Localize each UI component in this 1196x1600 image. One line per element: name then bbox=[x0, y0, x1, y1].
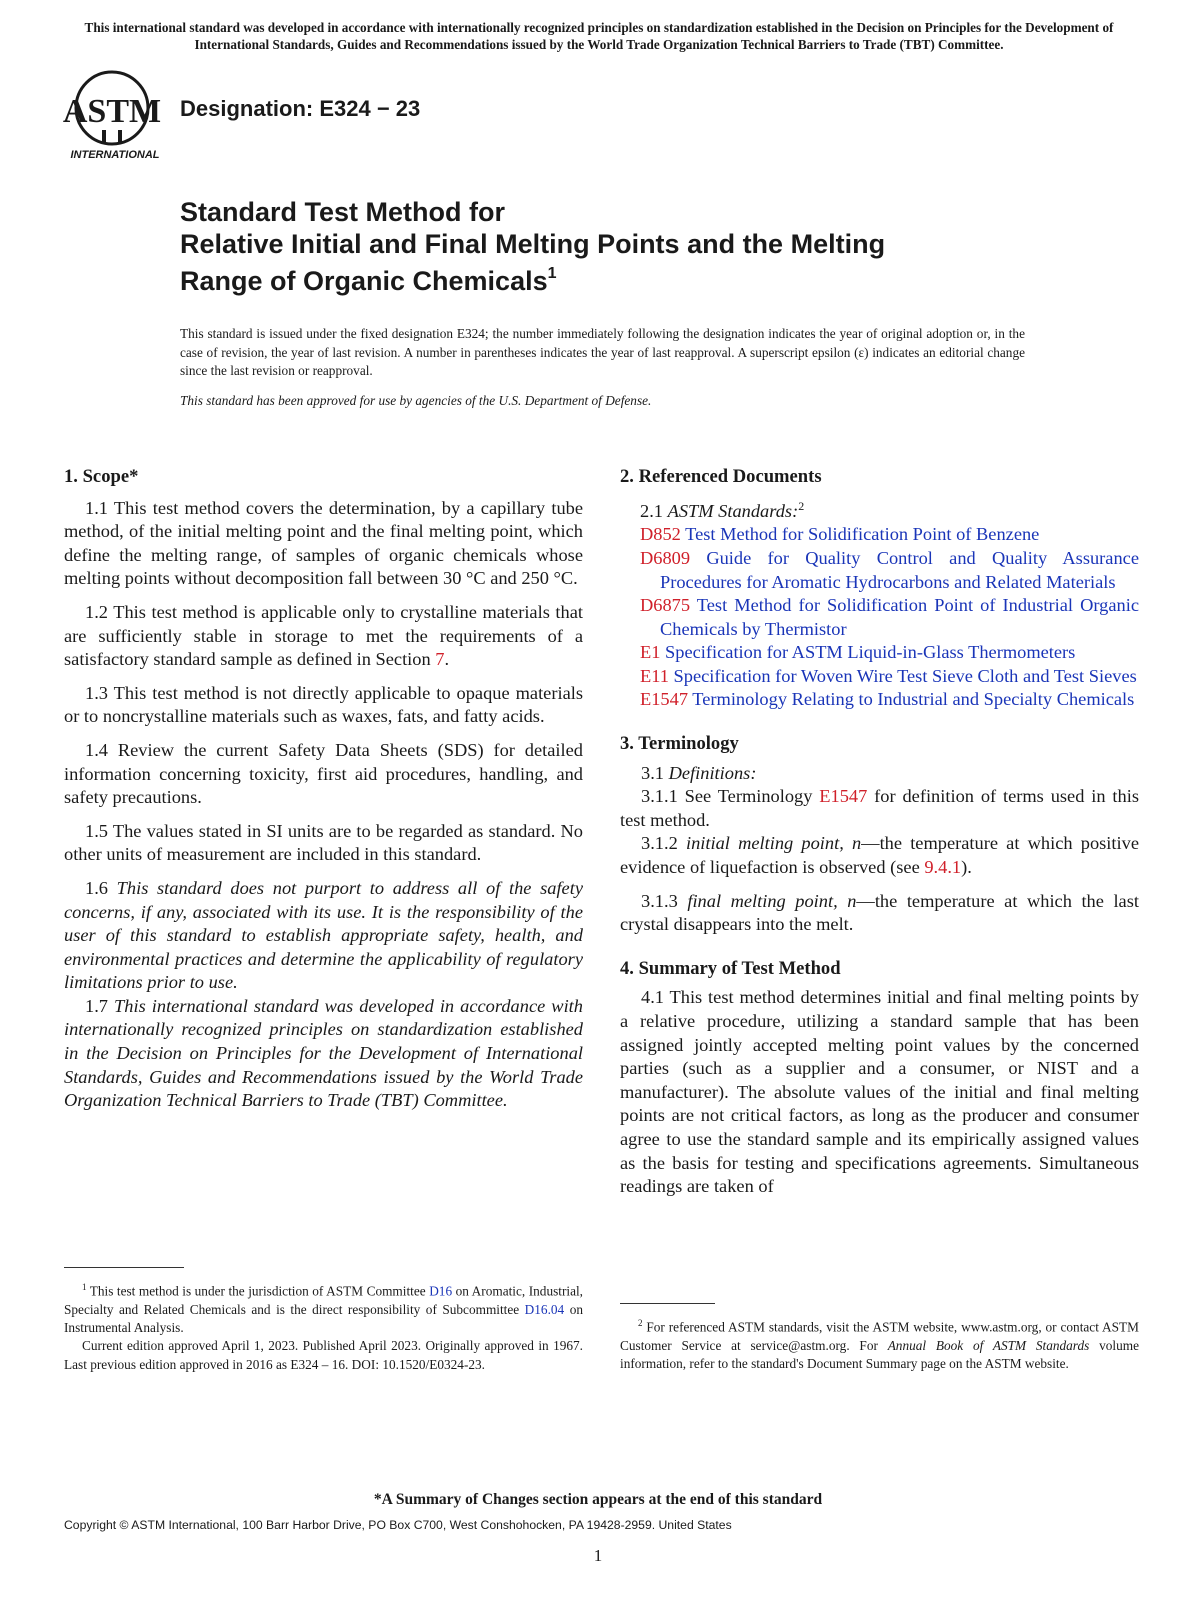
reference-title[interactable]: Guide for Quality Control and Quality Assurance Procedures for Aromatic Hydrocarbons and Related Materials bbox=[660, 547, 1139, 592]
reference-title[interactable]: Specification for ASTM Liquid-in-Glass Thermometers bbox=[660, 642, 1076, 663]
astm-logo bbox=[62, 70, 168, 162]
logo-subtext: INTERNATIONAL bbox=[70, 149, 160, 161]
para-3-1-2-definition: —the temperature at which positive evidence of liquefaction is observed (see bbox=[620, 833, 1139, 878]
subheading-label: ASTM Standards: bbox=[667, 500, 799, 521]
reference-code[interactable]: E11 bbox=[640, 665, 669, 686]
footnote-1-text bbox=[64, 1278, 583, 1337]
title-line-2: Relative Initial and Final Melting Points and the Melting bbox=[180, 229, 886, 259]
para-1-7-number: 1.7 bbox=[85, 995, 115, 1016]
footnote-2 bbox=[620, 1303, 1139, 1373]
footnote-2-italic: Annual Book of ASTM Standards bbox=[887, 1337, 1090, 1353]
d16-04-link[interactable]: D16.04 bbox=[524, 1301, 565, 1317]
para-3-1-2-term: initial melting point, n bbox=[685, 833, 862, 854]
para-3-1-2-end: ). bbox=[961, 857, 972, 878]
summary-heading: 4. Summary of Test Method bbox=[620, 957, 841, 979]
para-3-1-number: 3.1 bbox=[641, 762, 669, 783]
para-4-1: 4.1 This test method determines initial and final melting points by a relative procedure, utilizing a standard sample that has been assigned jointly accepted melting point values by the concerned parties (such as a supplier and a consumer, or NIST and a manufacturer). The absolute values of the initial and final melting points are not critical factors, as long as the producer and consumer agree to use the standard sample and its empirically assigned values as the basis for testing and specifications agreements. Simultaneous readings are taken of bbox=[620, 987, 1139, 1197]
top-notice: This international standard was developed in accordance with internationally recognized principles on standardization established in the Decision on Principles for the Development of International Standards, Guides and Recommendations issued by the World Trade Organization Technical Barriers to Trade (TBT) Committee. bbox=[84, 20, 1114, 52]
issued-note: This standard is issued under the fixed designation E324; the number immediately following the designation indicates the year of original adoption or, in the case of revision, the year of last revision. A number in parentheses indicates the year of last reapproval. A superscript epsilon (ε) indicates an editorial change since the last revision or reapproval. bbox=[180, 326, 1025, 378]
footnote-1 bbox=[64, 1267, 583, 1374]
scope-heading: 1. Scope* bbox=[64, 466, 139, 487]
right-column bbox=[620, 465, 1139, 1199]
footnote-1-part-c: on Instrumental Analysis. bbox=[64, 1301, 583, 1336]
footnote-1-edition: Current edition approved April 1, 2023. Published April 2023. Originally approved in 1967. Last previous edition approved in 2016 as E324 – 16. DOI: 10.1520/E0324-23. bbox=[64, 1338, 583, 1372]
title-line-1: Standard Test Method for bbox=[180, 197, 506, 227]
para-1-6 bbox=[64, 877, 583, 995]
copyright-notice: Copyright © ASTM International, 100 Barr Harbor Drive, PO Box C700, West Conshohocken, PA 19428-2959. United States bbox=[64, 1518, 732, 1532]
para-1-5: 1.5 The values stated in SI units are to be regarded as standard. No other units of measurement are included in this standard. bbox=[64, 820, 583, 865]
title-footnote-mark: 1 bbox=[547, 265, 557, 282]
footnote-2-mark: 2 bbox=[638, 1318, 643, 1328]
para-3-1-3 bbox=[620, 890, 1139, 937]
footnote-2-part-a: For referenced ASTM standards, visit the ASTM website, www.astm.org, or contact ASTM Customer Service at service@astm.org. For bbox=[620, 1319, 1139, 1353]
para-3-1 bbox=[620, 762, 1139, 786]
document-title bbox=[180, 196, 1080, 297]
reference-code[interactable]: D6809 bbox=[640, 547, 691, 568]
page-number: 1 bbox=[593, 1546, 603, 1565]
reference-code[interactable]: D852 bbox=[640, 524, 681, 545]
dod-note: This standard has been approved for use by agencies of the U.S. Department of Defense. bbox=[180, 393, 652, 408]
astm-logo-icon bbox=[62, 70, 168, 162]
para-3-1-1-text: 3.1.1 See Terminology bbox=[641, 786, 820, 807]
reference-code[interactable]: E1547 bbox=[640, 689, 689, 710]
astm-standards-subheading bbox=[620, 495, 1139, 524]
footnote-1-part-a: This test method is under the jurisdiction of ASTM Committee bbox=[86, 1283, 430, 1299]
terminology-heading: 3. Terminology bbox=[620, 733, 739, 755]
footnote-2-text bbox=[620, 1314, 1139, 1373]
para-1-6-text: This standard does not purport to address all of the safety concerns, if any, associated with its use. It is the responsibility of the user of this standard to establish appropriate safety, health, and environmental practices and determine the applicability of regulatory limitations prior to use. bbox=[64, 877, 583, 993]
left-column bbox=[64, 465, 583, 1113]
reference-item[interactable] bbox=[640, 665, 1139, 689]
e1547-link[interactable]: E1547 bbox=[819, 786, 868, 807]
footnote-1-part-b: on Aromatic, Industrial, Specialty and Related Chemicals and is the direct responsibility of Subcommittee bbox=[64, 1283, 584, 1317]
para-1-7 bbox=[64, 995, 583, 1113]
reference-item[interactable] bbox=[640, 594, 1139, 641]
para-1-7-text: This international standard was developed in accordance with internationally recognized principles on standardization established in the Decision on Principles for the Development of International Standards, Guides and Recommendations issued by the World Trade Organization Technical Barriers to Trade (TBT) Committee. bbox=[64, 995, 583, 1111]
title-line-3: Range of Organic Chemicals bbox=[180, 266, 548, 296]
reference-list bbox=[620, 523, 1139, 712]
para-3-1-1 bbox=[620, 785, 1139, 832]
footnote-2-part-b: volume information, refer to the standard's Document Summary page on the ASTM website. bbox=[620, 1337, 1139, 1372]
reference-item[interactable] bbox=[640, 688, 1139, 712]
subheading-number: 2.1 bbox=[640, 500, 668, 521]
reference-title[interactable]: Test Method for Solidification Point of Benzene bbox=[680, 524, 1040, 545]
designation: Designation: E324 − 23 bbox=[180, 96, 421, 121]
reference-title[interactable]: Terminology Relating to Industrial and Specialty Chemicals bbox=[688, 689, 1135, 710]
para-3-1-1-end: for definition of terms used in this test method. bbox=[620, 786, 1139, 830]
d16-link[interactable]: D16 bbox=[429, 1283, 453, 1299]
reference-item[interactable] bbox=[640, 641, 1139, 665]
reference-title[interactable]: Specification for Woven Wire Test Sieve Cloth and Test Sieves bbox=[668, 665, 1137, 686]
para-1-3: 1.3 This test method is not directly applicable to opaque materials or to noncrystalline materials such as waxes, fats, and fatty acids. bbox=[64, 682, 583, 727]
footnote-1-mark: 1 bbox=[82, 1282, 87, 1292]
logo-letters: ASTM bbox=[62, 93, 162, 130]
subheading-footnote-mark: 2 bbox=[798, 498, 805, 513]
para-1-6-number: 1.6 bbox=[85, 877, 117, 898]
para-1-2 bbox=[64, 601, 583, 672]
para-1-2-end: . bbox=[444, 649, 450, 670]
reference-item[interactable] bbox=[640, 547, 1139, 594]
para-3-1-label: Definitions: bbox=[668, 762, 757, 783]
summary-of-changes-note: *A Summary of Changes section appears at the end of this standard bbox=[373, 1491, 823, 1508]
para-1-2-text: 1.2 This test method is applicable only to crystalline materials that are sufficiently stable in storage to met the requirements of a satisfactory standard sample as defined in Section bbox=[64, 601, 583, 670]
reference-item[interactable] bbox=[640, 523, 1139, 547]
para-3-1-2-number: 3.1.2 bbox=[641, 833, 686, 854]
section-7-link[interactable]: 7 bbox=[435, 649, 445, 670]
para-3-1-3-definition: —the temperature at which the last crystal disappears into the melt. bbox=[620, 890, 1139, 935]
reference-code[interactable]: D6875 bbox=[640, 595, 691, 616]
para-3-1-3-number: 3.1.3 bbox=[641, 890, 688, 911]
para-3-1-3-term: final melting point, n bbox=[687, 890, 857, 911]
para-3-1-2 bbox=[620, 832, 1139, 879]
reference-title[interactable]: Test Method for Solidification Point of Industrial Organic Chemicals by Thermistor bbox=[660, 595, 1139, 639]
reference-code[interactable]: E1 bbox=[640, 642, 661, 663]
para-1-1: 1.1 This test method covers the determination, by a capillary tube method, of the initial melting point and the final melting point, which define the melting range, of samples of organic chemicals whose melting points without decomposition fall between 30 °C and 250 °C. bbox=[64, 497, 583, 589]
para-1-4: 1.4 Review the current Safety Data Sheets (SDS) for detailed information concerning toxicity, first aid procedures, handling, and safety precautions. bbox=[64, 739, 583, 808]
section-9-4-1-link[interactable]: 9.4.1 bbox=[924, 857, 962, 878]
referenced-documents-heading: 2. Referenced Documents bbox=[620, 466, 822, 487]
